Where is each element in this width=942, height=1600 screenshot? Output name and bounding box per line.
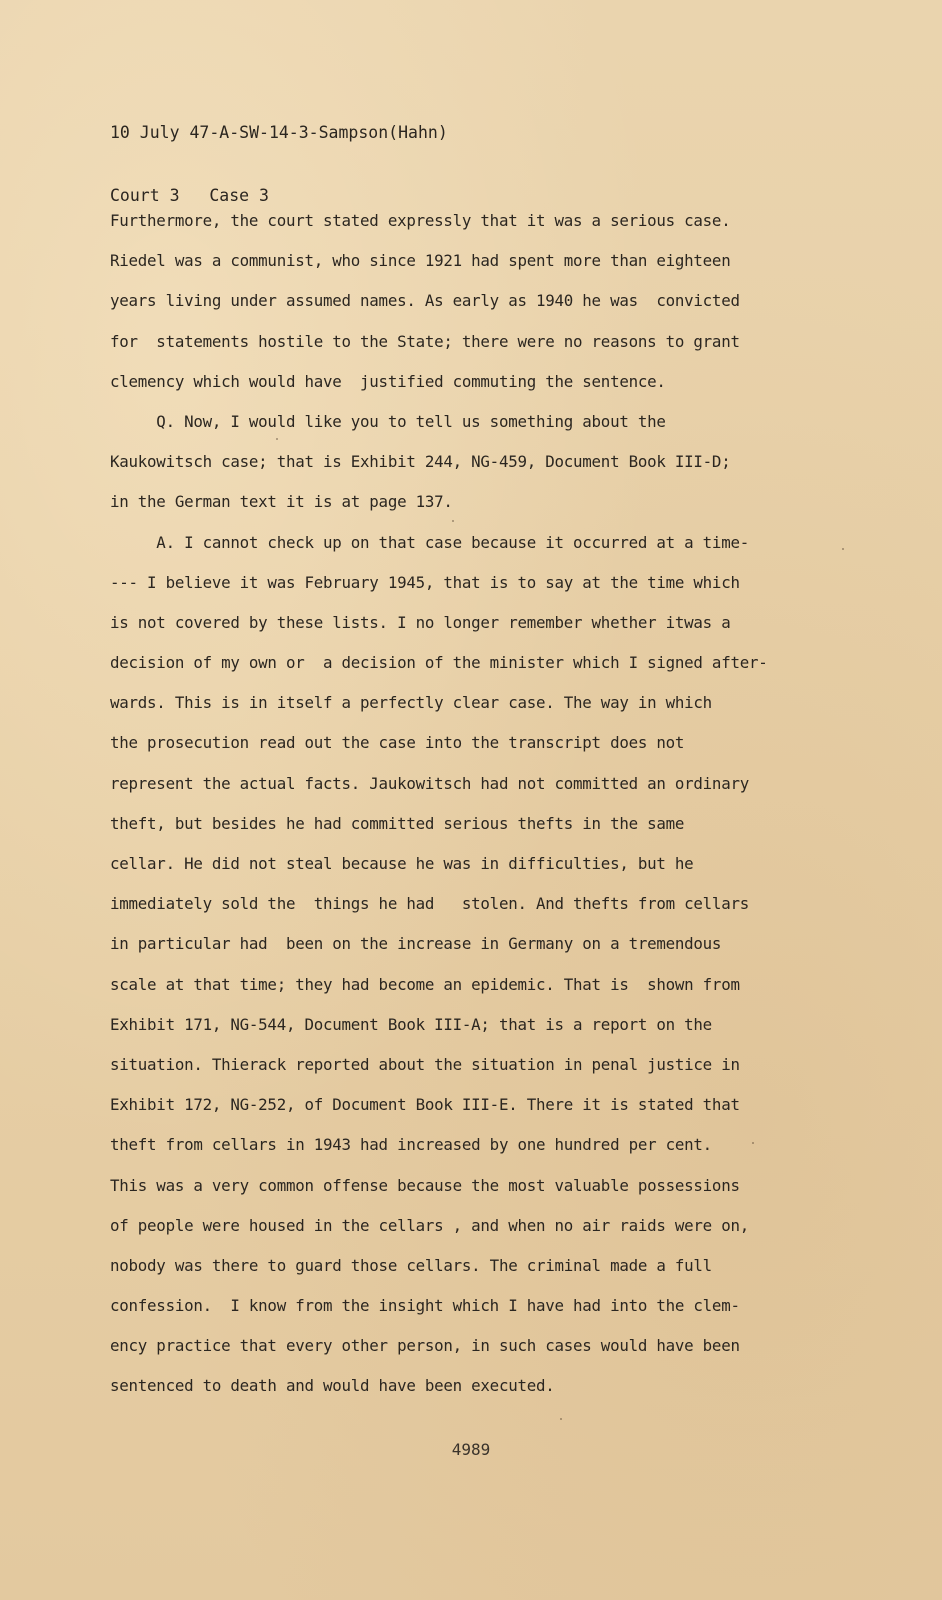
text-line: Q. Now, I would like you to tell us something about the: [110, 411, 666, 431]
text-line: theft, but besides he had committed serious thefts in the same: [110, 813, 685, 833]
text-line: Riedel was a communist, who since 1921 had spent more than eighteen: [110, 251, 731, 271]
text-line: ency practice that every other person, in such cases would have been: [110, 1336, 740, 1356]
text-line: sentenced to death and would have been executed.: [110, 1376, 555, 1396]
text-line: represent the actual facts. Jaukowitsch had not committed an ordinary: [110, 773, 749, 793]
text-line: nobody was there to guard those cellars. The criminal made a full: [110, 1255, 712, 1275]
text-line: --- I believe it was February 1945, that is to say at the time which: [110, 572, 740, 592]
text-line: Exhibit 172, NG-252, of Document Book III-E. There it is stated that: [110, 1095, 740, 1115]
text-line: Furthermore, the court stated expressly that it was a serious case.: [110, 211, 731, 230]
text-line: A. I cannot check up on that case because it occurred at a time-: [110, 532, 749, 552]
text-line: in the German text it is at page 137.: [110, 492, 453, 512]
text-line: This was a very common offense because the most valuable possessions: [110, 1175, 740, 1195]
text-line: years living under assumed names. As early as 1940 he was convicted: [110, 291, 740, 311]
text-line: Exhibit 171, NG-544, Document Book III-A; that is a report on the: [110, 1014, 712, 1034]
text-line: confession. I know from the insight which I have had into the clem-: [110, 1296, 740, 1316]
text-line: is not covered by these lists. I no longer remember whether itwas a: [110, 612, 731, 632]
header-reference-line: 10 July 47-A-SW-14-3-Sampson(Hahn): [110, 123, 448, 142]
text-line: immediately sold the things he had stolen. And thefts from cellars: [110, 894, 749, 914]
text-line: theft from cellars in 1943 had increased by one hundred per cent.: [110, 1135, 712, 1155]
text-line: clemency which would have justified commuting the sentence.: [110, 371, 666, 391]
paper-speck: [842, 548, 844, 550]
text-line: decision of my own or a decision of the minister which I signed after-: [110, 653, 768, 673]
paper-speck: [276, 438, 278, 440]
paper-speck: [752, 1142, 754, 1144]
page-number: 4989: [451, 1440, 491, 1459]
text-line: of people were housed in the cellars , and when no air raids were on,: [110, 1215, 749, 1235]
text-line: in particular had been on the increase in Germany on a tremendous: [110, 934, 722, 954]
header-court-line: Court 3 Case 3: [110, 186, 269, 205]
text-line: situation. Thierack reported about the situation in penal justice in: [110, 1054, 740, 1074]
text-line: for statements hostile to the State; there were no reasons to grant: [110, 331, 740, 351]
text-line: cellar. He did not steal because he was in difficulties, but he: [110, 854, 694, 873]
paper-speck: [678, 262, 680, 264]
text-line: the prosecution read out the case into the transcript does not: [110, 733, 685, 753]
text-line: scale at that time; they had become an epidemic. That is shown from: [110, 974, 740, 994]
paper-speck: [452, 520, 454, 522]
text-line: wards. This is in itself a perfectly clear case. The way in which: [110, 693, 712, 713]
paper-speck: [560, 1418, 562, 1420]
text-line: Kaukowitsch case; that is Exhibit 244, NG-459, Document Book III-D;: [110, 452, 731, 472]
transcript-body: [110, 201, 840, 1407]
